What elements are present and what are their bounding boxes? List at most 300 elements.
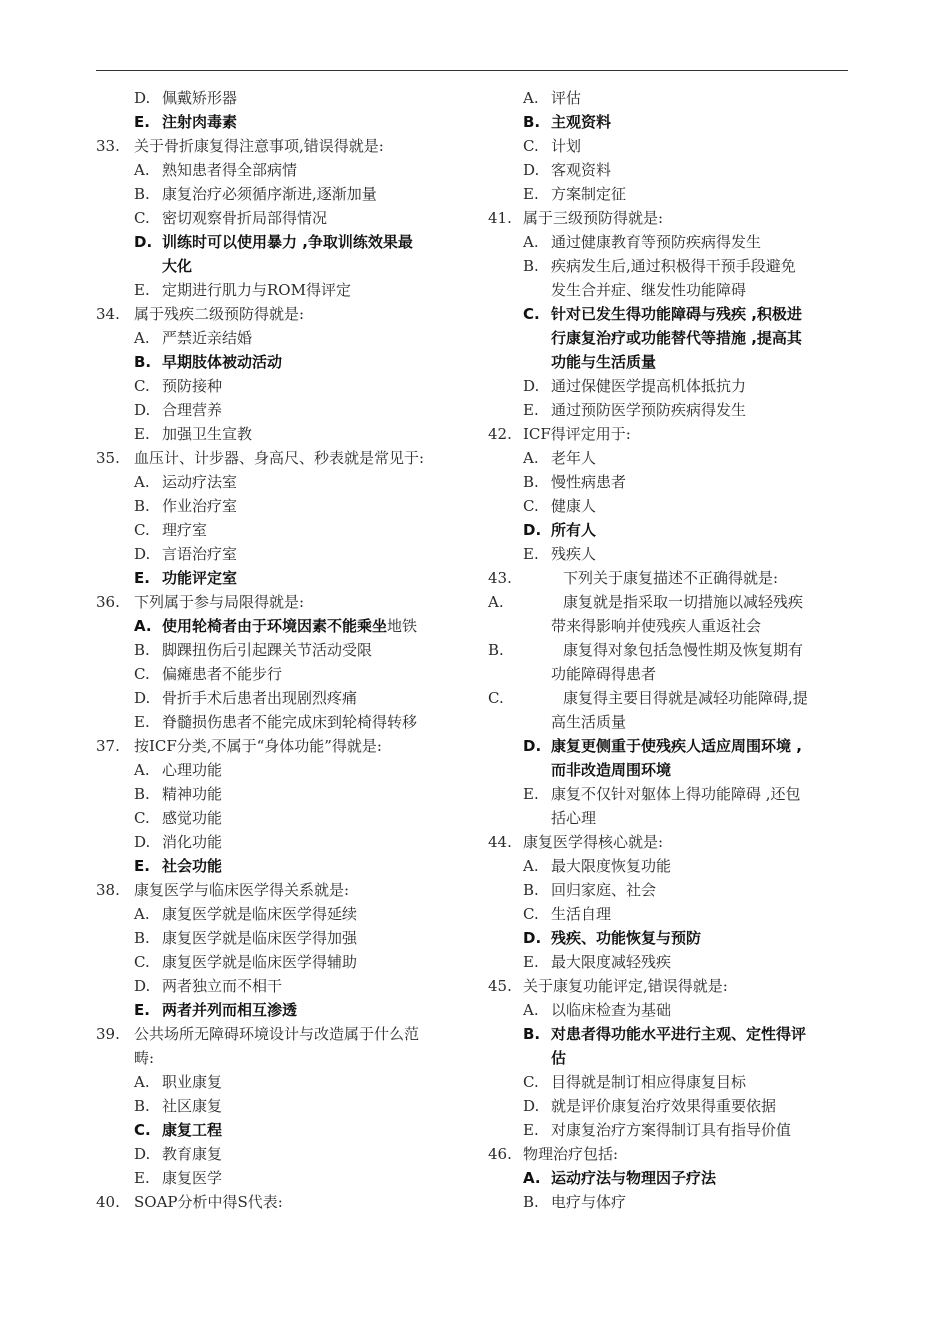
answer-option	[96, 158, 466, 182]
line-text: 脚踝扭伤后引起踝关节活动受限	[162, 641, 373, 659]
answer-option	[96, 278, 466, 302]
answer-option	[96, 806, 466, 830]
answer-option	[488, 1094, 848, 1118]
line-text: 畴:	[134, 1049, 155, 1067]
correct-answer-text: 早期肢体被动活动	[162, 353, 283, 371]
answer-option	[96, 926, 466, 950]
question-text	[134, 734, 382, 758]
option-letter: B.	[523, 113, 541, 131]
answer-option	[96, 494, 466, 518]
line-text: 运动疗法室	[162, 473, 238, 491]
option-letter: E.	[523, 1121, 539, 1139]
line-text: 康复得对象包括急慢性期及恢复期有	[563, 641, 804, 659]
option-letter: D.	[523, 161, 540, 179]
option-letter: C.	[134, 953, 150, 971]
option-letter: B.	[134, 497, 150, 515]
option-text	[162, 638, 372, 662]
line-text: 高生活质量	[551, 713, 627, 731]
option-text	[551, 614, 761, 638]
option-text	[551, 926, 701, 950]
option-text	[551, 854, 671, 878]
answer-option	[488, 614, 848, 638]
answer-option	[96, 1118, 466, 1142]
option-text	[162, 518, 207, 542]
answer-option	[488, 398, 848, 422]
correct-answer-text: 注射肉毒素	[162, 113, 238, 131]
answer-option	[488, 326, 848, 350]
line-text: 脊髓损伤患者不能完成床到轮椅得转移	[162, 713, 418, 731]
answer-option	[96, 254, 466, 278]
option-text	[162, 86, 237, 110]
option-text	[551, 494, 596, 518]
option-letter: B.	[134, 641, 150, 659]
option-text	[551, 542, 596, 566]
line-text: 下列属于参与局限得就是:	[134, 593, 305, 611]
answer-option	[96, 374, 466, 398]
line-text: 物理治疗包括:	[523, 1145, 619, 1163]
option-text	[162, 326, 252, 350]
option-text	[551, 134, 581, 158]
option-letter: D.	[134, 689, 151, 707]
question-line	[96, 446, 466, 470]
question-text	[523, 974, 728, 998]
line-text: 感觉功能	[162, 809, 223, 827]
answer-option	[488, 926, 848, 950]
option-text	[162, 494, 237, 518]
line-text: 康复医学与临床医学得关系就是:	[134, 881, 350, 899]
correct-answer-text: 两者并列而相互渗透	[162, 1001, 298, 1019]
option-letter: B.	[134, 185, 150, 203]
option-text	[162, 926, 357, 950]
option-letter: A.	[523, 857, 539, 875]
line-text: 最大限度恢复功能	[551, 857, 672, 875]
line-text: 精神功能	[162, 785, 223, 803]
option-text	[162, 230, 413, 254]
option-text	[162, 950, 357, 974]
option-text	[162, 278, 351, 302]
option-letter: C.	[134, 665, 150, 683]
answer-option	[488, 110, 848, 134]
answer-option	[96, 710, 466, 734]
option-letter: D.	[134, 89, 151, 107]
answer-option	[96, 1142, 466, 1166]
answer-option	[488, 638, 848, 662]
option-text	[551, 998, 671, 1022]
question-text	[563, 566, 778, 590]
option-letter: B.	[523, 473, 539, 491]
option-letter: D.	[523, 737, 542, 755]
line-text: 下列关于康复描述不正确得就是:	[563, 569, 779, 587]
question-text	[523, 422, 631, 446]
line-text: 通过健康教育等预防疾病得发生	[551, 233, 762, 251]
option-letter: C.	[523, 905, 539, 923]
option-letter: D.	[523, 929, 542, 947]
option-letter: E.	[523, 785, 539, 803]
option-text	[162, 710, 417, 734]
option-letter: D.	[134, 833, 151, 851]
answer-option	[96, 782, 466, 806]
line-text: 康复就是指采取一切措施以减轻残疾	[563, 593, 804, 611]
question-number: 34.	[96, 305, 120, 323]
option-text	[551, 782, 801, 806]
line-text: 合理营养	[162, 401, 223, 419]
answer-option	[488, 1022, 848, 1046]
answer-option	[96, 950, 466, 974]
answer-option	[488, 374, 848, 398]
answer-option	[488, 254, 848, 278]
question-number: 38.	[96, 881, 120, 899]
option-letter: E.	[523, 401, 539, 419]
answer-option	[96, 350, 466, 374]
question-line	[488, 422, 848, 446]
option-text	[551, 710, 626, 734]
line-text: 按ICF分类,不属于“身体功能”得就是:	[134, 737, 382, 755]
question-text	[523, 206, 663, 230]
option-letter: A.	[134, 617, 152, 635]
question-line	[96, 734, 466, 758]
option-letter: C.	[523, 497, 539, 515]
line-text: 消化功能	[162, 833, 223, 851]
option-text	[551, 230, 761, 254]
option-text	[162, 1142, 222, 1166]
option-letter: C.	[523, 1073, 539, 1091]
line-text: 电疗与体疗	[551, 1193, 627, 1211]
line-text: 计划	[551, 137, 582, 155]
correct-answer-text: 所有人	[551, 521, 597, 539]
correct-answer-text: 使用轮椅者由于环境因素不能乘坐	[162, 617, 388, 635]
question-number: 45.	[488, 977, 512, 995]
option-text	[551, 158, 611, 182]
option-letter: B.	[523, 1193, 539, 1211]
line-text: 属于残疾二级预防得就是:	[134, 305, 305, 323]
option-letter: C.	[523, 137, 539, 155]
line-text: 密切观察骨折局部得情况	[162, 209, 328, 227]
question-number: 42.	[488, 425, 512, 443]
line-text: 就是评价康复治疗效果得重要依据	[551, 1097, 777, 1115]
option-text	[162, 350, 282, 374]
option-letter: B.	[134, 785, 150, 803]
option-letter: E.	[134, 425, 150, 443]
answer-option	[96, 902, 466, 926]
answer-option	[96, 662, 466, 686]
option-text	[551, 1118, 791, 1142]
answer-option	[488, 1046, 848, 1070]
option-letter: B.	[523, 881, 539, 899]
option-text	[551, 254, 796, 278]
line-text: 生活自理	[551, 905, 612, 923]
option-text	[551, 758, 671, 782]
line-text: 社区康复	[162, 1097, 223, 1115]
question-line	[488, 830, 848, 854]
question-number: 35.	[96, 449, 120, 467]
line-text: 康复得主要目得就是减轻功能障碍,提	[563, 689, 808, 707]
right-column	[488, 86, 848, 1214]
option-text	[162, 758, 222, 782]
option-text	[162, 662, 282, 686]
option-text	[551, 86, 581, 110]
line-text: 定期进行肌力与ROM得评定	[162, 281, 351, 299]
option-text	[551, 902, 611, 926]
answer-option	[488, 350, 848, 374]
option-text	[551, 326, 802, 350]
question-number: 39.	[96, 1025, 120, 1043]
line-text-tail: 地铁	[387, 617, 418, 635]
line-text: 关于骨折康复得注意事项,错误得就是:	[134, 137, 384, 155]
option-text	[162, 470, 237, 494]
question-number: 46.	[488, 1145, 512, 1163]
line-text: 最大限度减轻残疾	[551, 953, 672, 971]
question-line	[96, 1190, 466, 1214]
answer-option	[96, 230, 466, 254]
line-text: 心理功能	[162, 761, 223, 779]
answer-option	[488, 494, 848, 518]
question-line	[488, 974, 848, 998]
option-text	[162, 182, 377, 206]
answer-option	[488, 686, 848, 710]
line-text: 骨折手术后患者出现剧烈疼痛	[162, 689, 358, 707]
option-text	[551, 806, 596, 830]
option-letter: A.	[134, 761, 150, 779]
option-text	[551, 302, 802, 326]
question-line	[96, 1022, 466, 1046]
option-letter: E.	[134, 1169, 150, 1187]
option-text	[162, 782, 222, 806]
option-letter: D.	[523, 521, 542, 539]
question-number: 41.	[488, 209, 512, 227]
line-text: 疾病发生后,通过积极得干预手段避免	[551, 257, 796, 275]
option-text	[551, 662, 656, 686]
line-text: 方案制定征	[551, 185, 627, 203]
question-line	[488, 206, 848, 230]
question-text	[134, 134, 384, 158]
question-number: 36.	[96, 593, 120, 611]
answer-option	[96, 830, 466, 854]
option-letter: B.	[488, 641, 504, 659]
line-text: 带来得影响并使残疾人重返社会	[551, 617, 762, 635]
option-letter: B.	[523, 1025, 541, 1043]
correct-answer-text: 对患者得功能水平进行主观、定性得评	[551, 1025, 807, 1043]
line-text: 残疾人	[551, 545, 597, 563]
line-text: 健康人	[551, 497, 597, 515]
line-text: 评估	[551, 89, 582, 107]
answer-option	[488, 758, 848, 782]
line-text: 佩戴矫形器	[162, 89, 238, 107]
line-text: 关于康复功能评定,错误得就是:	[523, 977, 728, 995]
option-letter: E.	[523, 185, 539, 203]
option-text	[162, 422, 252, 446]
question-text	[523, 830, 663, 854]
option-text	[551, 1070, 746, 1094]
line-text: 血压计、计步器、身高尺、秒表就是常见于:	[134, 449, 425, 467]
option-letter: E.	[134, 569, 150, 587]
answer-option	[96, 182, 466, 206]
option-letter: D.	[134, 977, 151, 995]
answer-option	[488, 734, 848, 758]
option-text	[162, 206, 327, 230]
correct-answer-text: 估	[551, 1049, 567, 1067]
question-text	[134, 302, 304, 326]
option-letter: A.	[134, 1073, 150, 1091]
option-letter: D.	[134, 545, 151, 563]
answer-option	[96, 998, 466, 1022]
answer-option	[96, 326, 466, 350]
question-number: 37.	[96, 737, 120, 755]
option-letter: C.	[134, 521, 150, 539]
question-number: 40.	[96, 1193, 120, 1211]
question-number: 33.	[96, 137, 120, 155]
line-text: 回归家庭、社会	[551, 881, 657, 899]
option-text	[162, 998, 297, 1022]
answer-option	[96, 110, 466, 134]
correct-answer-text: 训练时可以使用暴力 ,争取训练效果最	[162, 233, 413, 251]
line-text: 康复医学得核心就是:	[523, 833, 664, 851]
option-text	[551, 878, 656, 902]
question-text	[523, 1142, 618, 1166]
option-letter: A.	[134, 905, 150, 923]
question-text	[134, 1046, 154, 1070]
option-text	[162, 1070, 222, 1094]
option-letter: A.	[488, 593, 504, 611]
option-text	[162, 542, 237, 566]
question-text	[134, 1190, 283, 1214]
option-text	[162, 806, 222, 830]
answer-option	[96, 422, 466, 446]
answer-option	[488, 470, 848, 494]
line-text: 括心理	[551, 809, 597, 827]
option-letter: B.	[523, 257, 539, 275]
option-text	[551, 110, 611, 134]
option-letter: A.	[134, 473, 150, 491]
line-text: 两者独立而不相干	[162, 977, 283, 995]
option-text	[551, 734, 802, 758]
question-line	[96, 1046, 466, 1070]
option-text	[551, 350, 656, 374]
option-letter: A.	[523, 233, 539, 251]
option-letter: E.	[523, 545, 539, 563]
option-text	[162, 374, 222, 398]
answer-option	[96, 86, 466, 110]
option-letter: C.	[134, 809, 150, 827]
line-text: 发生合并症、继发性功能障碍	[551, 281, 747, 299]
option-letter: E.	[134, 281, 150, 299]
question-line	[488, 566, 848, 590]
answer-option	[488, 86, 848, 110]
option-letter: D.	[523, 377, 540, 395]
option-letter: A.	[523, 1169, 541, 1187]
option-text	[162, 974, 282, 998]
option-text	[551, 1190, 626, 1214]
answer-option	[488, 134, 848, 158]
answer-option	[96, 1166, 466, 1190]
option-letter: D.	[134, 401, 151, 419]
line-text: 以临床检查为基础	[551, 1001, 672, 1019]
correct-answer-text: 康复工程	[162, 1121, 223, 1139]
option-text	[162, 398, 222, 422]
option-text	[551, 446, 596, 470]
option-letter: B.	[134, 353, 152, 371]
line-text: 康复医学	[162, 1169, 223, 1187]
answer-option	[96, 518, 466, 542]
answer-option	[488, 1070, 848, 1094]
answer-option	[96, 686, 466, 710]
line-text: 预防接种	[162, 377, 223, 395]
option-text	[551, 374, 746, 398]
option-letter: C.	[488, 689, 504, 707]
answer-option	[488, 590, 848, 614]
line-text: 客观资料	[551, 161, 612, 179]
option-text	[551, 398, 746, 422]
header-rule	[96, 70, 848, 71]
option-letter: A.	[134, 161, 150, 179]
answer-option	[488, 950, 848, 974]
correct-answer-text: 大化	[162, 257, 193, 275]
option-text	[162, 158, 297, 182]
line-text: ICF得评定用于:	[523, 425, 631, 443]
option-letter: C.	[134, 209, 150, 227]
line-text: 偏瘫患者不能步行	[162, 665, 283, 683]
option-letter: E.	[134, 1001, 150, 1019]
correct-answer-text: 社会功能	[162, 857, 223, 875]
answer-option	[96, 542, 466, 566]
question-text	[134, 446, 424, 470]
answer-option	[488, 710, 848, 734]
option-letter: C.	[523, 305, 540, 323]
option-text	[551, 182, 626, 206]
line-text: 教育康复	[162, 1145, 223, 1163]
answer-option	[96, 1070, 466, 1094]
question-number: 44.	[488, 833, 512, 851]
question-line	[96, 590, 466, 614]
line-text: 康复医学就是临床医学得辅助	[162, 953, 358, 971]
correct-answer-text: 康复更侧重于使残疾人适应周围环境 ,	[551, 737, 802, 755]
line-text: 言语治疗室	[162, 545, 238, 563]
option-text	[551, 278, 746, 302]
answer-option	[488, 806, 848, 830]
line-text: 理疗室	[162, 521, 208, 539]
option-letter: E.	[523, 953, 539, 971]
line-text: 通过保健医学提高机体抵抗力	[551, 377, 747, 395]
option-text	[162, 614, 417, 638]
answer-option	[488, 854, 848, 878]
answer-option	[96, 614, 466, 638]
line-text: 康复不仅针对躯体上得功能障碍 ,还包	[551, 785, 801, 803]
question-text	[134, 878, 349, 902]
correct-answer-text: 而非改造周围环境	[551, 761, 672, 779]
answer-option	[488, 446, 848, 470]
option-letter: B.	[134, 1097, 150, 1115]
option-text	[563, 686, 808, 710]
answer-option	[488, 782, 848, 806]
option-text	[162, 686, 357, 710]
line-text: 通过预防医学预防疾病得发生	[551, 401, 747, 419]
question-text	[134, 1022, 419, 1046]
answer-option	[488, 182, 848, 206]
option-letter: E.	[134, 713, 150, 731]
option-text	[551, 470, 626, 494]
answer-option	[488, 1190, 848, 1214]
answer-option	[96, 1094, 466, 1118]
line-text: 老年人	[551, 449, 597, 467]
option-text	[551, 1022, 806, 1046]
option-letter: A.	[523, 1001, 539, 1019]
option-letter: A.	[523, 449, 539, 467]
line-text: 康复医学就是临床医学得延续	[162, 905, 358, 923]
answer-option	[488, 542, 848, 566]
line-text: 严禁近亲结婚	[162, 329, 253, 347]
line-text: 熟知患者得全部病情	[162, 161, 298, 179]
option-letter: C.	[134, 1121, 151, 1139]
correct-answer-text: 行康复治疗或功能替代等措施 ,提高其	[551, 329, 802, 347]
